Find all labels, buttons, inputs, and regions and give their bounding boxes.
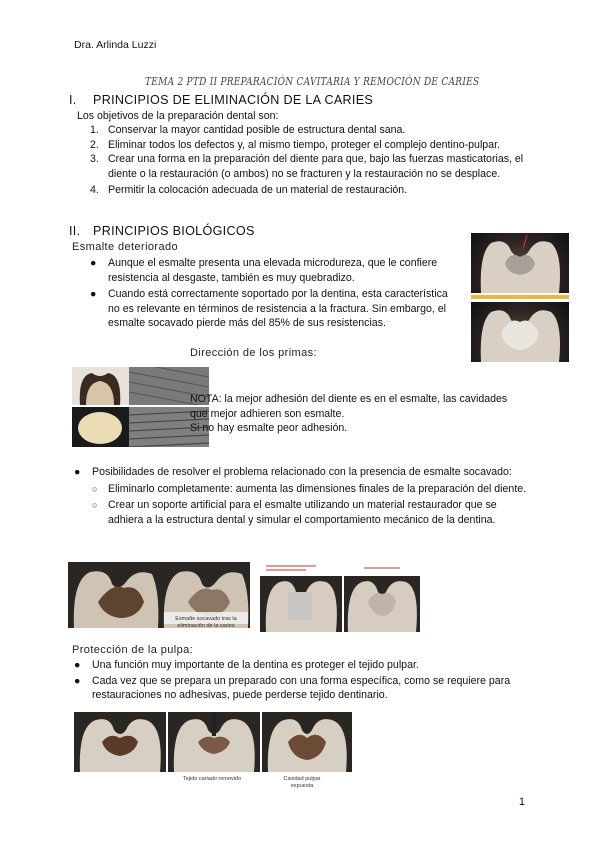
list-item: 3. Crear una forma en la preparación del diente para que, bajo las fuerzas masticatorias, el diente o la restauración (o ambos) no se fracturen y la restauración no se desplace. <box>90 153 524 180</box>
list-item: 1. Conservar la mayor cantidad posible de estructura dental sana. <box>90 124 406 136</box>
pulp-photo-3 <box>262 712 352 772</box>
enamel-bullets <box>90 256 460 331</box>
subheading-enamel: Esmalte deteriorado <box>72 241 179 253</box>
undermined-enamel-block <box>74 465 529 527</box>
pulp-photo-2 <box>168 712 260 772</box>
section-1-intro: Los objetivos de la preparación dental son: <box>77 110 279 122</box>
enamel-section-photo <box>72 367 129 405</box>
list-item: 4. Permitir la colocación adecuada de un material de restauración. <box>90 184 408 197</box>
list-item: ● Cuando está correctamente soportado por la dentina, esta característica no es relevante en términos de resistencia a la fractura. Sin embargo, el esmalte socavado pierde más del 85% de sus resistencias. <box>90 288 448 330</box>
topic-title: TEMA 2 PTD II PREPARACIÓN CAVITARIA Y REMOCIÓN DE CARIES <box>145 75 480 88</box>
section-1-heading <box>69 93 373 107</box>
section-1-title: PRINCIPIOS DE ELIMINACIÓN DE LA CARIES <box>93 93 374 107</box>
list-item: ● Aunque el esmalte presenta una elevada microdureza, que le confiere resistencia al desgaste, también es muy quebradizo. <box>90 257 438 284</box>
section-2-heading <box>69 224 255 238</box>
prisms-label: Dirección de los primas: <box>190 347 317 359</box>
caption-undermined-enamel: Esmalte socavado tras la eliminación de la caries <box>175 616 237 629</box>
caption-pulp-exposed: Cavidad pulpar expuesta <box>283 776 321 789</box>
objectives-list <box>90 123 530 198</box>
list-item: 2. Eliminar todos los defectos y, al mismo tiempo, proteger el complejo dentino-pulpar. <box>90 138 500 151</box>
list-item: ● Una función muy importante de la dentina es proteger el tejido pulpar. <box>74 659 419 671</box>
pulp-bullets <box>74 658 529 703</box>
caption-caries-removed: Tejido cariado removido <box>182 776 242 782</box>
tooth-photo-restored <box>471 302 569 362</box>
subheading-pulp: Protección de la pulpa: <box>72 644 194 656</box>
adhesion-note: NOTA: la mejor adhesión del diente es en el esmalte, las cavidades que mejor adhieren son esmalte. Si no hay esmalte peor adhesión. <box>190 393 508 435</box>
list-item: ○ Crear un soporte artificial para el esmalte utilizando un material restaurador que se adhiera a la estructura dental y simular el comportamiento mecánico de la dentina. <box>92 499 497 526</box>
artificial-support-photo-2 <box>344 562 420 632</box>
list-item: ● Posibilidades de resolver el problema relacionado con la presencia de esmalte socavado: <box>74 466 512 478</box>
tooth-crown-photo <box>72 407 129 447</box>
page-number: 1 <box>518 796 525 808</box>
section-2-number: II. <box>69 224 81 238</box>
pulp-photo-1 <box>74 712 166 772</box>
author-name: Dra. Arlinda Luzzi <box>74 39 157 51</box>
divider-bar <box>471 295 569 299</box>
list-item: ● Cada vez que se prepara un preparado con una forma específica, como se requiere para restauraciones no adhesivas, puede perderse tejido dentinario. <box>74 674 511 702</box>
artificial-support-photo-1 <box>260 562 342 632</box>
list-item: ○ Eliminarlo completamente: aumenta las dimensiones finales de la preparación del diente. <box>92 482 527 495</box>
tooth-photo-enamel <box>471 233 569 293</box>
section-1-number: I. <box>69 93 77 107</box>
section-2-title: PRINCIPIOS BIOLÓGICOS <box>93 224 255 238</box>
